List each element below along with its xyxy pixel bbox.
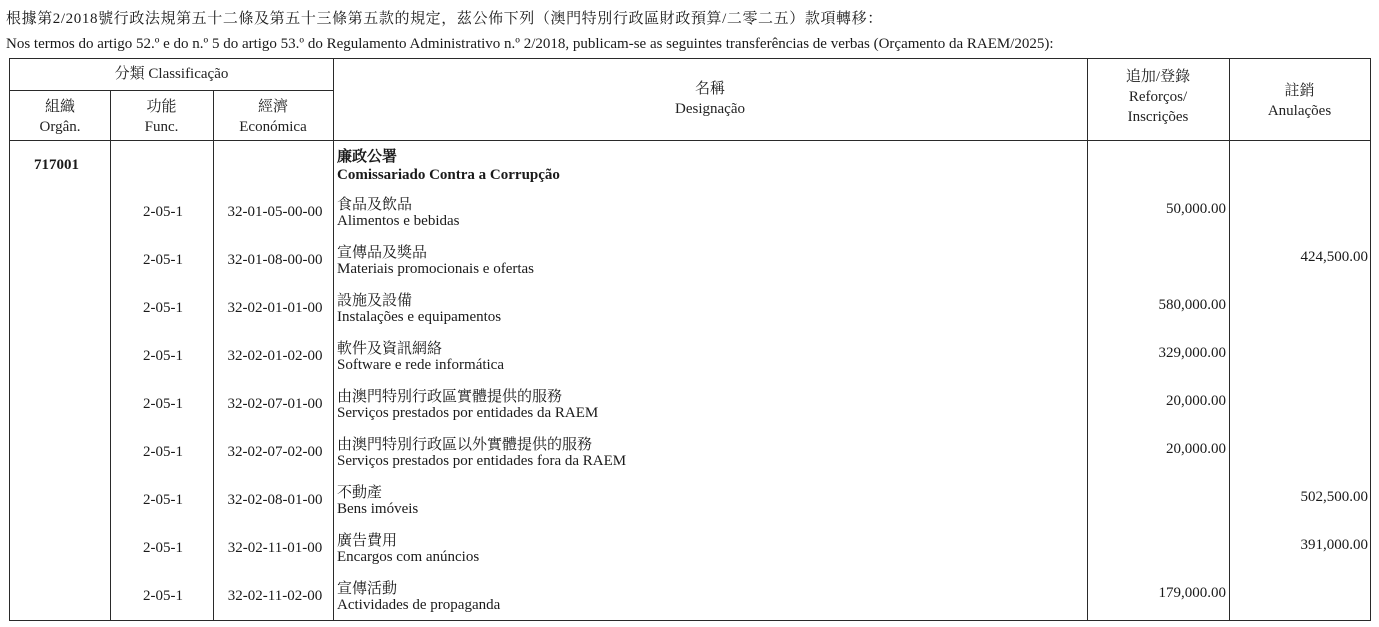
- annulment-amount: 502,500.00: [1300, 489, 1368, 505]
- designation-portuguese: Software e rede informática: [337, 357, 504, 373]
- transfer-table: [9, 58, 1371, 621]
- header-organ: 組織 Orgân.: [39, 99, 81, 135]
- function-code: 2-05-1: [143, 540, 183, 556]
- reinforcement-amount: 580,000.00: [1158, 297, 1226, 313]
- header-economic: 經濟 Económica: [239, 99, 307, 135]
- economic-code: 32-02-11-02-00: [227, 588, 323, 604]
- designation-chinese: 軟件及資訊網絡: [337, 341, 443, 357]
- table-row: [10, 240, 1370, 288]
- economic-code: 32-01-08-00-00: [227, 252, 323, 268]
- designation-chinese: 不動產: [337, 485, 383, 501]
- header-designation: 名稱 Designação: [675, 81, 745, 117]
- header-annulments: 註銷 Anulações: [1267, 83, 1332, 119]
- header-function: 功能 Func.: [144, 99, 179, 135]
- designation-portuguese: Actividades de propaganda: [337, 597, 501, 613]
- designation-chinese: 宣傳活動: [337, 581, 398, 597]
- economic-code: 32-02-01-01-00: [227, 300, 323, 316]
- function-code: 2-05-1: [143, 252, 183, 268]
- designation-chinese: 由澳門特別行政區實體提供的服務: [337, 389, 563, 405]
- economic-code: 32-02-07-02-00: [227, 444, 323, 460]
- designation-portuguese: Serviços prestados por entidades da RAEM: [337, 405, 599, 421]
- designation-portuguese: Instalações e equipamentos: [337, 309, 502, 325]
- economic-code: 32-02-01-02-00: [227, 348, 323, 364]
- table-row: [10, 288, 1370, 336]
- reinforcement-amount: 179,000.00: [1158, 585, 1226, 601]
- reinforcement-amount: 329,000.00: [1158, 345, 1226, 361]
- designation-portuguese: Materiais promocionais e ofertas: [337, 261, 535, 277]
- intro-portuguese: Nos termos do artigo 52.º e do n.º 5 do artigo 53.º do Regulamento Administrativo n.º 2/2018, publicam-se as seguintes transferências de verbas (Orçamento da RAEM/2025):: [6, 36, 1054, 52]
- designation-chinese: 由澳門特別行政區以外實體提供的服務: [337, 437, 593, 453]
- designation-chinese: 宣傳品及獎品: [337, 245, 428, 261]
- table-row: [10, 432, 1370, 480]
- header-reinforcements: 追加/登錄 Reforços/ Inscrições: [1125, 69, 1191, 125]
- economic-code: 32-02-07-01-00: [227, 396, 323, 412]
- economic-code: 32-01-05-00-00: [227, 204, 323, 220]
- header-classification: 分類 Classificação: [114, 66, 229, 82]
- designation-chinese: 食品及飲品: [337, 197, 413, 213]
- reinforcement-amount: 50,000.00: [1166, 201, 1226, 217]
- annulment-amount: 424,500.00: [1300, 249, 1368, 265]
- economic-code: 32-02-08-01-00: [227, 492, 323, 508]
- function-code: 2-05-1: [143, 588, 183, 604]
- intro-chinese: 根據第2/2018號行政法規第五十二條及第五十三條第五款的規定，茲公佈下列（澳門特別行政區財政預算/二零二五）款項轉移：: [6, 11, 883, 27]
- designation-chinese: 廣告費用: [337, 533, 398, 549]
- designation-portuguese: Serviços prestados por entidades fora da RAEM: [337, 453, 627, 469]
- reinforcement-amount: 20,000.00: [1166, 441, 1226, 457]
- economic-code: 32-02-11-01-00: [227, 540, 323, 556]
- table-row: [10, 576, 1370, 624]
- function-code: 2-05-1: [143, 444, 183, 460]
- table-row: [10, 336, 1370, 384]
- designation-chinese: 設施及設備: [337, 293, 413, 309]
- function-code: 2-05-1: [143, 492, 183, 508]
- table-row: [10, 192, 1370, 240]
- entity-name-portuguese: Comissariado Contra a Corrupção: [337, 167, 560, 183]
- divider: [10, 90, 333, 91]
- reinforcement-amount: 20,000.00: [1166, 393, 1226, 409]
- table-row: [10, 528, 1370, 576]
- header-bottom-line: [10, 140, 1370, 141]
- organ-code: 717001: [34, 157, 79, 173]
- function-code: 2-05-1: [143, 348, 183, 364]
- function-code: 2-05-1: [143, 204, 183, 220]
- annulment-amount: 391,000.00: [1300, 537, 1368, 553]
- designation-portuguese: Alimentos e bebidas: [337, 213, 460, 229]
- designation-portuguese: Bens imóveis: [337, 501, 419, 517]
- function-code: 2-05-1: [143, 300, 183, 316]
- entity-name-chinese: 廉政公署: [337, 149, 398, 165]
- table-row: [10, 480, 1370, 528]
- designation-portuguese: Encargos com anúncios: [337, 549, 480, 565]
- function-code: 2-05-1: [143, 396, 183, 412]
- table-row: [10, 384, 1370, 432]
